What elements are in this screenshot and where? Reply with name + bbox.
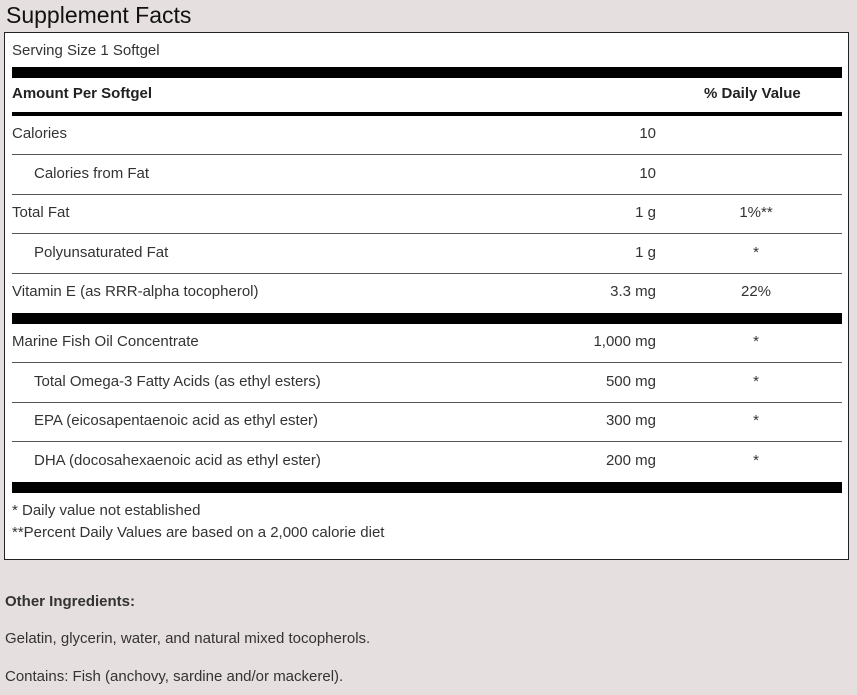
nutrient-name: Total Omega-3 Fatty Acids (as ethyl esters) [34,373,321,390]
nutrient-dv: * [753,333,759,350]
nutrient-name: Polyunsaturated Fat [34,244,169,261]
nutrient-amount: 200 mg [605,452,656,469]
supplement-facts-panel [4,32,849,560]
nutrient-amount: 300 mg [605,412,656,429]
footnote-daily-value: * Daily value not established [12,502,201,519]
nutrient-dv: * [753,412,759,429]
nutrient-name: DHA (docosahexaenoic acid as ethyl ester) [34,452,321,469]
nutrient-name: Vitamin E (as RRR-alpha tocopherol) [12,283,259,300]
other-ingredients-heading: Other Ingredients: [5,593,136,610]
nutrient-row [12,443,842,482]
serving-size: Serving Size 1 Softgel [12,42,160,59]
footnote-percent-dv: **Percent Daily Values are based on a 2,000 calorie diet [12,524,385,541]
nutrient-row [12,403,842,442]
nutrient-amount: 10 [639,165,656,182]
nutrient-name: Calories from Fat [34,165,150,182]
nutrient-dv: 22% [740,283,772,300]
nutrient-amount: 1,000 mg [593,333,656,350]
nutrient-row [12,116,842,155]
thick-divider-bottom [12,482,842,493]
nutrient-row [12,156,842,195]
nutrient-name: EPA (eicosapentaenoic acid as ethyl ester) [34,412,319,429]
nutrient-row [12,274,842,313]
nutrient-name: Total Fat [12,204,70,221]
other-ingredients-text: Gelatin, glycerin, water, and natural mixed tocopherols. [5,630,371,647]
nutrient-dv: * [753,244,759,261]
nutrient-dv: 1%** [739,204,773,221]
nutrient-dv: * [753,452,759,469]
nutrient-amount: 500 mg [605,373,656,390]
nutrient-amount: 1 g [635,244,656,261]
thick-divider-top [12,67,842,78]
daily-value-header: % Daily Value [704,85,801,102]
nutrient-name: Calories [12,125,68,142]
amount-per-header: Amount Per Softgel [12,85,153,102]
supplement-facts-title: Supplement Facts [6,2,192,28]
nutrient-name: Marine Fish Oil Concentrate [12,333,199,350]
nutrient-amount: 1 g [635,204,656,221]
nutrient-amount: 3.3 mg [610,283,656,300]
nutrient-row [12,195,842,234]
thick-divider-middle [12,313,842,324]
contains-allergen-text: Contains: Fish (anchovy, sardine and/or mackerel). [5,668,344,685]
nutrient-row [12,324,842,363]
nutrient-dv: * [753,373,759,390]
nutrient-row [12,235,842,274]
nutrient-row [12,364,842,403]
nutrient-amount: 10 [639,125,656,142]
